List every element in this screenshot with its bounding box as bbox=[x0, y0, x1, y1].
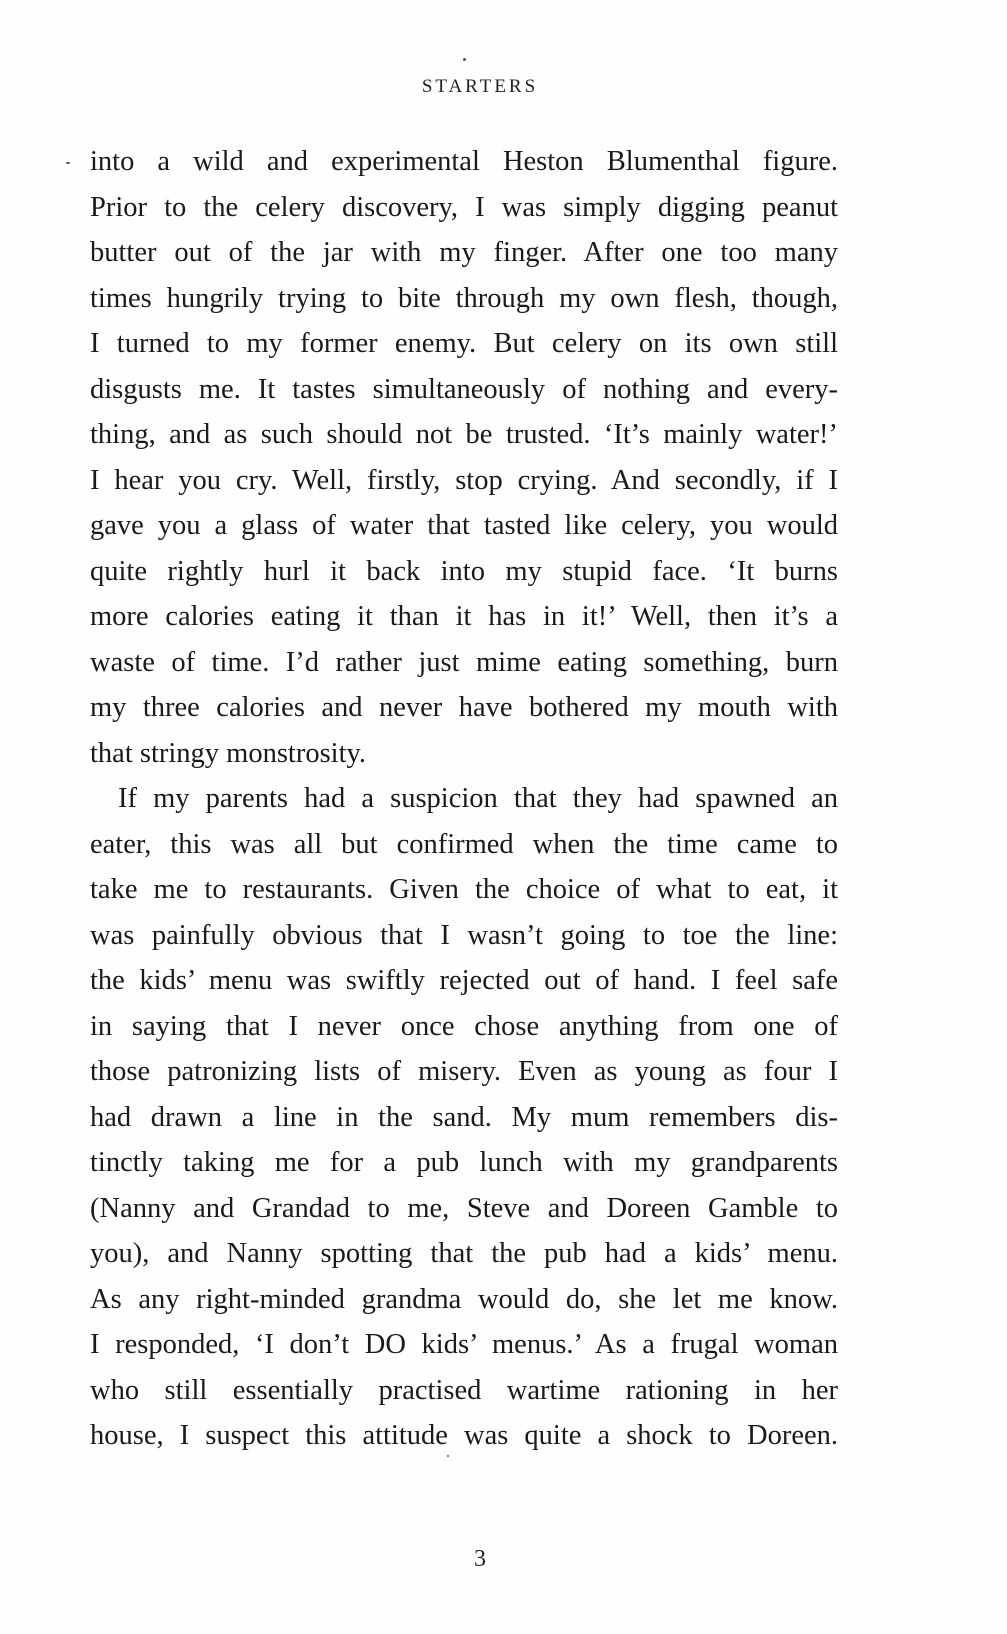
text-line: As any right-minded grandma would do, she let me know. bbox=[90, 1283, 838, 1315]
scan-speck bbox=[463, 58, 466, 61]
page-number: 3 bbox=[474, 1546, 486, 1572]
text-line: more calories eating it than it has in it!’ Well, then it’s a bbox=[90, 601, 838, 632]
text-line: eater, this was all but confirmed when the time came to bbox=[90, 828, 838, 860]
text-line: take me to restaurants. Given the choice of what to eat, it bbox=[90, 874, 838, 905]
text-line: If my parents had a suspicion that they had spawned an bbox=[118, 783, 838, 814]
text-line: house, I suspect this attitude was quite a shock to Doreen. bbox=[90, 1420, 838, 1451]
text-line: thing, and as such should not be trusted. ‘It’s mainly water!’ bbox=[90, 419, 838, 450]
text-line: you), and Nanny spotting that the pub had a kids’ menu. bbox=[90, 1238, 838, 1269]
text-line: into a wild and experimental Heston Blumenthal figure. bbox=[90, 146, 838, 177]
text-line: the kids’ menu was swiftly rejected out of hand. I feel safe bbox=[90, 965, 838, 996]
text-line: had drawn a line in the sand. My mum remembers dis- bbox=[90, 1101, 838, 1133]
text-line: times hungrily trying to bite through my own flesh, though, bbox=[90, 282, 838, 314]
text-line: waste of time. I’d rather just mime eating something, burn bbox=[90, 646, 838, 678]
text-line: I responded, ‘I don’t DO kids’ menus.’ As a frugal woman bbox=[90, 1329, 838, 1360]
body-text bbox=[90, 139, 838, 1459]
running-head: STARTERS bbox=[421, 76, 539, 97]
text-line: I hear you cry. Well, firstly, stop crying. And secondly, if I bbox=[90, 464, 838, 496]
text-line: Prior to the celery discovery, I was simply digging peanut bbox=[90, 191, 838, 223]
scan-speck bbox=[66, 162, 70, 164]
text-line: was painfully obvious that I wasn’t going to toe the line: bbox=[90, 919, 838, 951]
text-line: that stringy monstrosity. bbox=[90, 737, 367, 769]
text-line: disgusts me. It tastes simultaneously of nothing and every- bbox=[90, 373, 838, 405]
text-line: quite rightly hurl it back into my stupid face. ‘It burns bbox=[90, 555, 838, 587]
text-line: butter out of the jar with my finger. After one too many bbox=[90, 237, 838, 268]
text-line: tinctly taking me for a pub lunch with my grandparents bbox=[90, 1147, 838, 1178]
text-line: I turned to my former enemy. But celery on its own still bbox=[90, 328, 838, 359]
text-line: in saying that I never once chose anything from one of bbox=[90, 1010, 838, 1042]
text-line: (Nanny and Grandad to me, Steve and Doreen Gamble to bbox=[90, 1192, 838, 1224]
text-line: gave you a glass of water that tasted like celery, you would bbox=[90, 510, 838, 541]
text-line: those patronizing lists of misery. Even as young as four I bbox=[90, 1056, 838, 1087]
text-line: my three calories and never have bothered my mouth with bbox=[90, 692, 838, 723]
text-line: who still essentially practised wartime rationing in her bbox=[90, 1374, 838, 1406]
